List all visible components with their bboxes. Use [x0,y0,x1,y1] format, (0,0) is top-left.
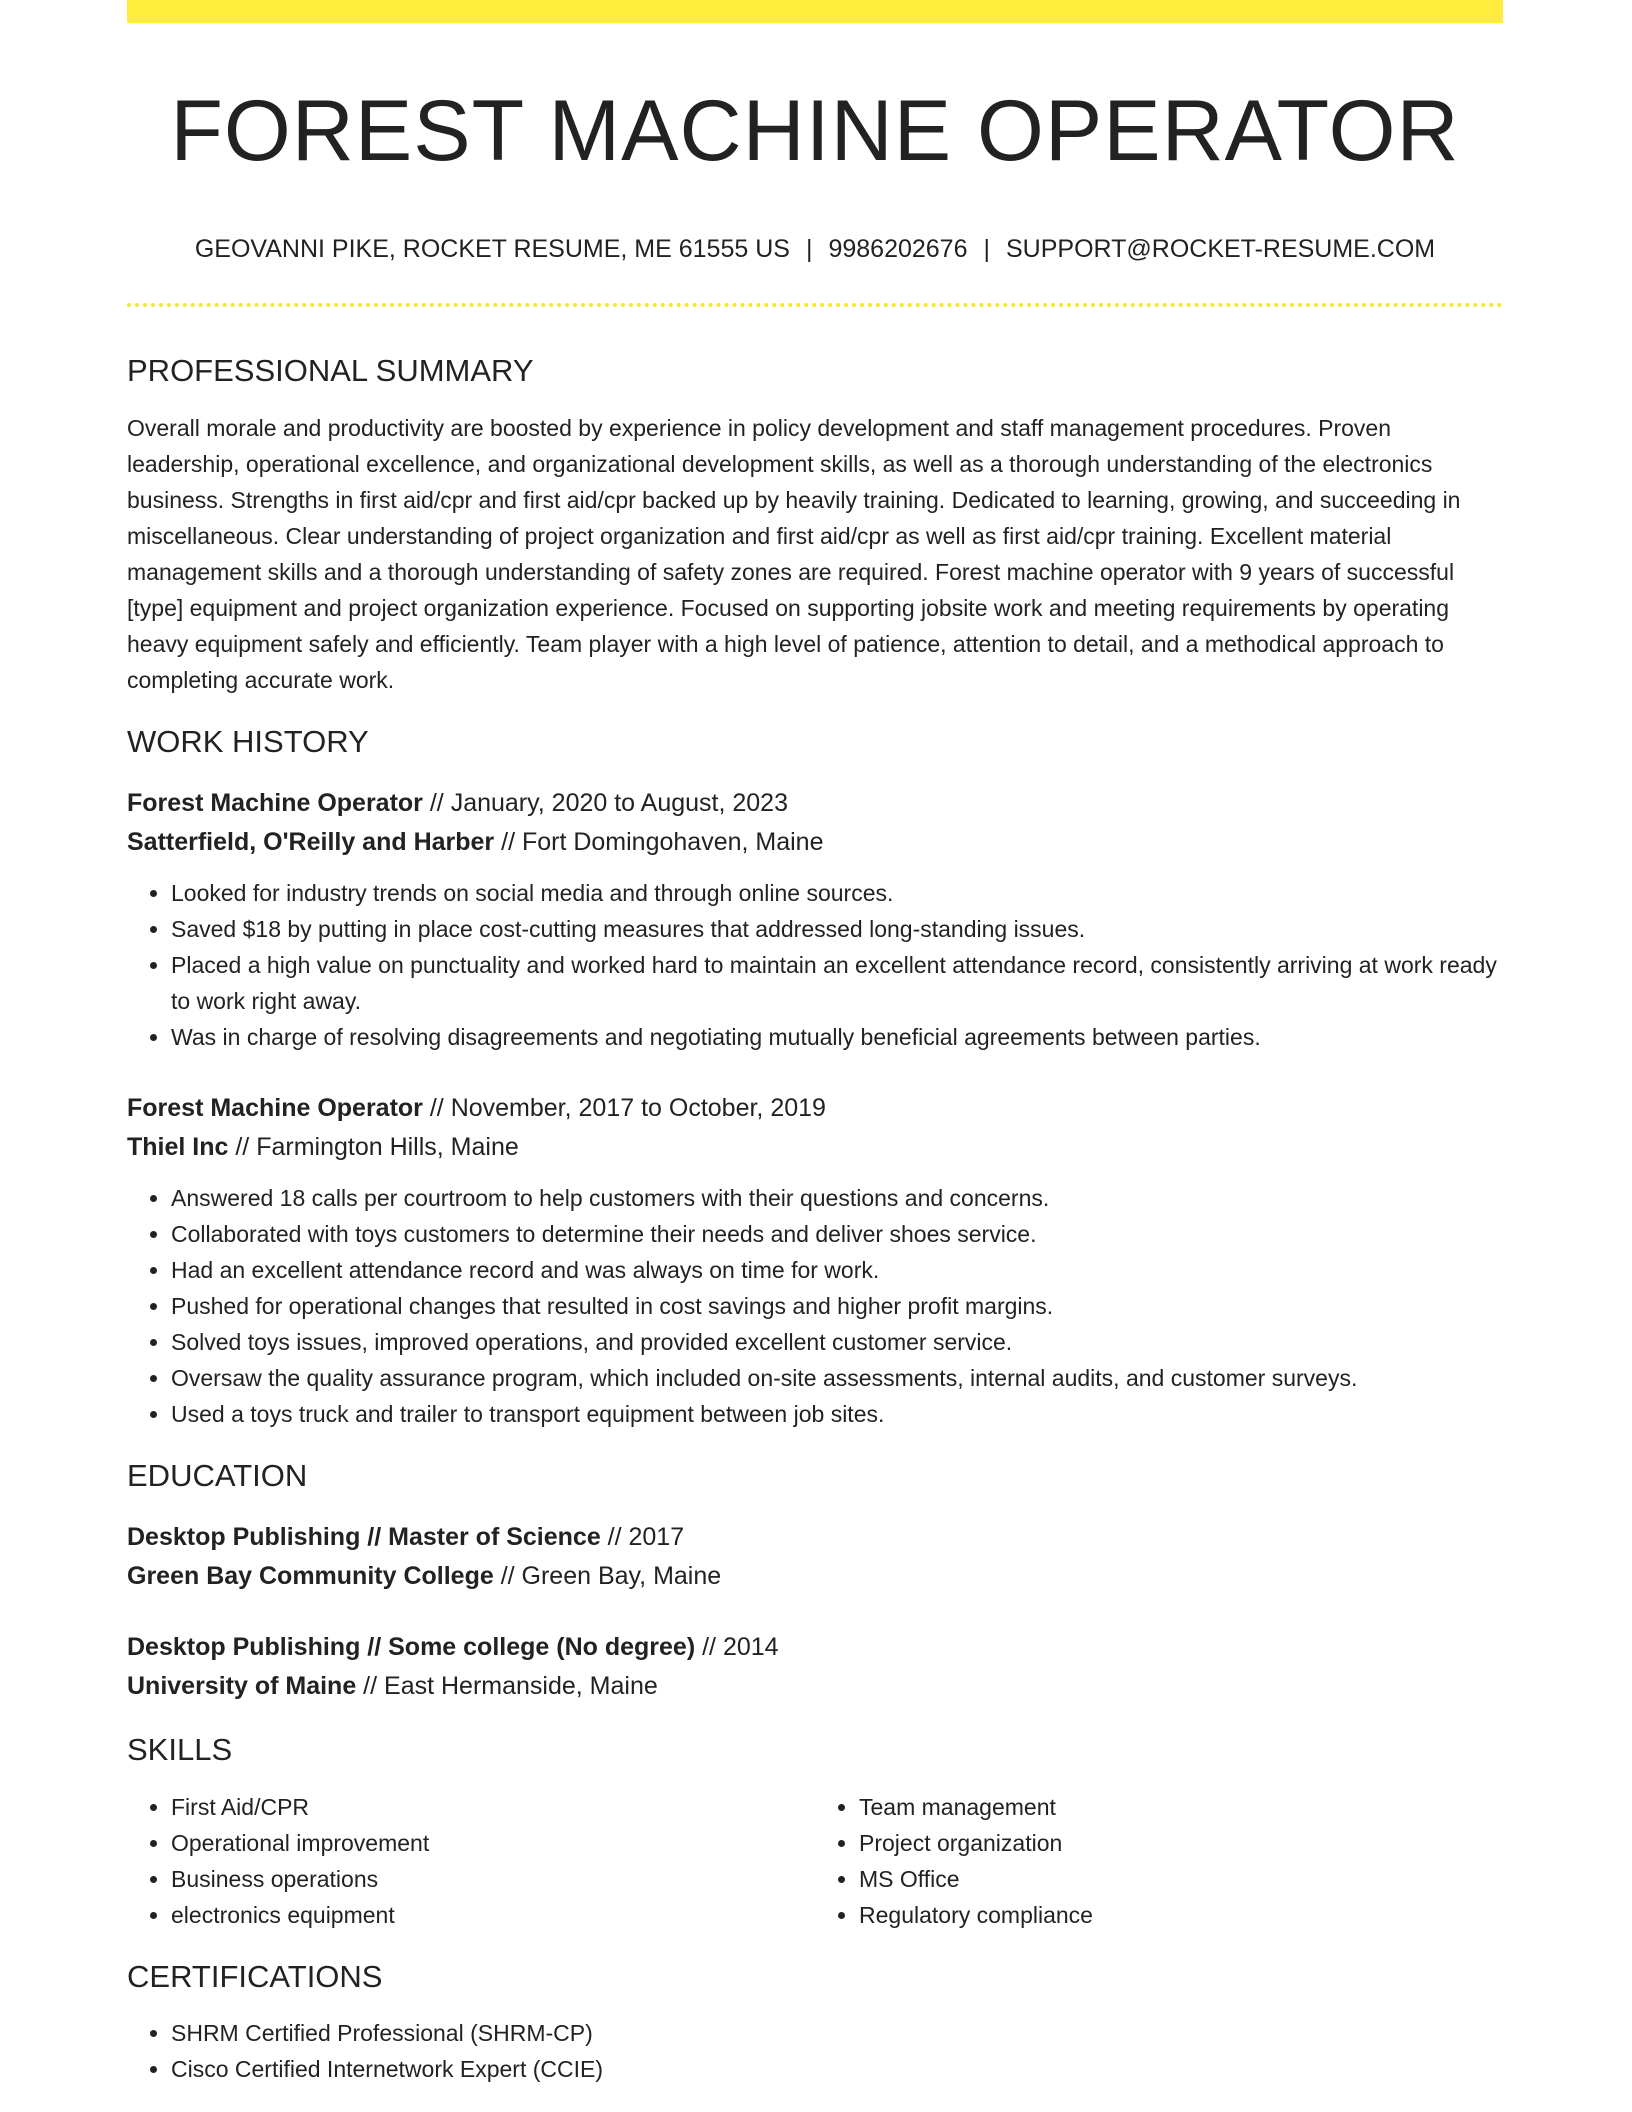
skill-item: • MS Office [859,1861,1503,1897]
list-item: • Looked for industry trends on social media and through online sources. [171,875,1503,911]
degree: Desktop Publishing // Some college (No degree) [127,1633,696,1661]
skill-item: • Regulatory compliance [859,1897,1503,1933]
list-item: • Answered 18 calls per courtroom to help customers with their questions and concerns. [171,1180,1503,1216]
school: University of Maine [127,1672,357,1700]
certifications-heading: CERTIFICATIONS [127,1959,383,1994]
skill-item: • Business operations [171,1861,815,1897]
list-item: • Saved $18 by putting in place cost-cutting measures that addressed long-standing issues. [171,911,1503,947]
degree: Desktop Publishing // Master of Science [127,1523,601,1551]
list-item: • Was in charge of resolving disagreements and negotiating mutually beneficial agreements between parties. [171,1019,1503,1055]
skill-item: • Team management [859,1789,1503,1825]
education-heading: EDUCATION [127,1458,308,1493]
school-line [127,1557,1503,1596]
skills-left-list [127,1789,815,1933]
job-dates: // January, 2020 to August, 2023 [422,789,788,817]
contact-phone: 9986202676 [828,235,968,263]
job-entry [127,1089,1503,1432]
contact-separator: | [805,235,813,263]
list-item: • Oversaw the quality assurance program, which included on-site assessments, internal audits, and customer surveys. [171,1360,1503,1396]
school-location: // East Hermanside, Maine [356,1672,658,1700]
skill-item: • First Aid/CPR [171,1789,815,1825]
job-company-line [127,1128,1503,1167]
resume-title: FOREST MACHINE OPERATOR [170,83,1460,179]
dotted-divider [127,303,1503,307]
contact-address: GEOVANNI PIKE, ROCKET RESUME, ME 61555 US [194,235,790,263]
list-item: • Placed a high value on punctuality and worked hard to maintain an excellent attendance record, consistently arriving at work ready to work right away. [171,947,1503,1019]
job-title: Forest Machine Operator [127,789,423,817]
school: Green Bay Community College [127,1562,494,1590]
certification-item: • SHRM Certified Professional (SHRM-CP) [171,2015,1503,2051]
list-item: • Solved toys issues, improved operations, and provided excellent customer service. [171,1324,1503,1360]
skill-item: • Operational improvement [171,1825,815,1861]
skills-right-list [815,1789,1503,1933]
job-title-line [127,784,1503,823]
summary-text: Overall morale and productivity are boosted by experience in policy development and staff management procedures. Proven leadership, operational excellence, and organizational development skills, as well as a thorough understanding of the electronics business. Strengths in first aid/cpr and first aid/cpr backed up by heavily training. Dedicated to learning, growing, and succeeding in miscellaneous. Clear understanding of project organization and first aid/cpr as well as first aid/cpr training. Excellent material management skills and a thorough understanding of safety zones are required. Forest machine operator with 9 years of successful [type] equipment and project organization experience. Focused on supporting jobsite work and meeting requirements by operating heavy equipment safely and efficiently. Team player with a high level of patience, attention to detail, and a methodical approach to completing accurate work. [127,415,1461,693]
work-history-heading: WORK HISTORY [127,724,369,759]
degree-line [127,1518,1503,1557]
skill-item: • Project organization [859,1825,1503,1861]
education-entry [127,1628,1503,1706]
degree-line [127,1628,1503,1667]
job-company: Thiel Inc [127,1133,229,1161]
school-location: // Green Bay, Maine [493,1562,722,1590]
contact-email: SUPPORT@ROCKET-RESUME.COM [1006,235,1436,263]
list-item: • Collaborated with toys customers to determine their needs and deliver shoes service. [171,1216,1503,1252]
job-bullets [127,875,1503,1055]
certification-item: • Cisco Certified Internetwork Expert (CCIE) [171,2051,1503,2087]
contact-separator: | [983,235,990,263]
skill-item: • electronics equipment [171,1897,815,1933]
list-item: • Had an excellent attendance record and was always on time for work. [171,1252,1503,1288]
job-company-line [127,823,1503,862]
job-title-line [127,1089,1503,1128]
job-entry [127,784,1503,1055]
job-bullets [127,1180,1503,1432]
degree-year: // 2017 [600,1523,685,1551]
job-location: // Farmington Hills, Maine [228,1133,519,1161]
list-item: • Pushed for operational changes that resulted in cost savings and higher profit margins. [171,1288,1503,1324]
school-line [127,1667,1503,1706]
skills-columns [127,1789,1503,1933]
top-accent-bar [127,0,1503,23]
certifications-list [127,2015,1503,2087]
list-item: • Used a toys truck and trailer to transport equipment between job sites. [171,1396,1503,1432]
degree-year: // 2014 [695,1633,779,1661]
education-entry [127,1518,1503,1596]
skills-heading: SKILLS [127,1732,233,1767]
job-title: Forest Machine Operator [127,1094,423,1122]
job-location: // Fort Domingohaven, Maine [494,828,824,856]
contact-line [127,233,1503,265]
resume-page [127,0,1503,2087]
job-dates: // November, 2017 to October, 2019 [422,1094,826,1122]
job-company: Satterfield, O'Reilly and Harber [127,828,495,856]
summary-heading: PROFESSIONAL SUMMARY [127,353,534,388]
